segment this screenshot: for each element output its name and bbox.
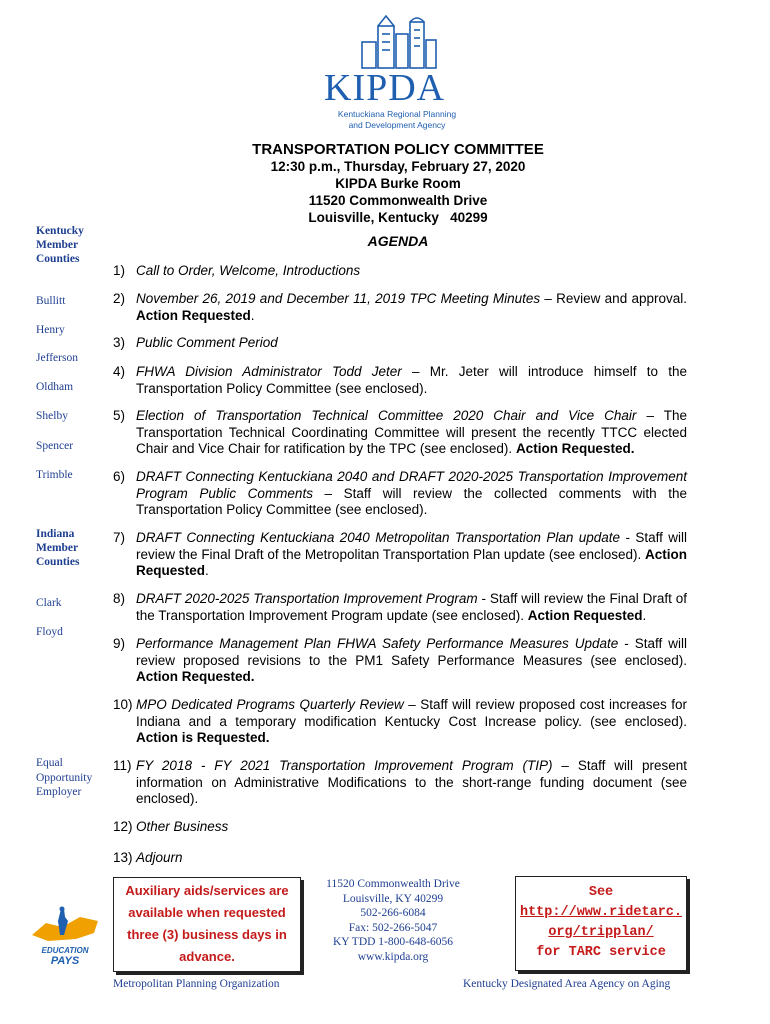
svg-text:PAYS: PAYS — [50, 955, 80, 967]
meeting-time: 12:30 p.m., Thursday, February 27, 2020 — [270, 159, 526, 174]
county-henry: Henry — [36, 324, 65, 336]
contact-street: 11520 Commonwealth Drive — [326, 878, 460, 890]
county-spencer: Spencer — [36, 440, 74, 452]
county-oldham: Oldham — [36, 381, 74, 393]
county-shelby: Shelby — [36, 410, 68, 422]
contact-tdd: KY TDD 1-800-648-6056 — [332, 936, 454, 948]
auxiliary-aids-notice: Auxiliary aids/services are available when requested three (3) business days in advance. — [113, 877, 301, 972]
meeting-header — [200, 141, 596, 226]
county-floyd: Floyd — [36, 626, 63, 638]
indiana-heading: Indiana Member Counties — [36, 528, 80, 568]
county-bullitt: Bullitt — [36, 295, 66, 307]
contact-city: Louisville, KY 40299 — [342, 892, 444, 905]
agenda-heading: AGENDA — [367, 233, 429, 249]
county-jefferson: Jefferson — [36, 352, 78, 364]
skyline-graphic — [322, 14, 472, 74]
meeting-city: Louisville, Kentucky 40299 — [308, 210, 488, 225]
education-pays-logo — [28, 905, 103, 967]
kipda-logo — [322, 14, 472, 130]
contact-website-link[interactable]: www.kipda.org — [357, 950, 429, 963]
contact-phone: 502-266-6084 — [360, 907, 426, 919]
contact-info — [318, 877, 468, 964]
svg-text:EDUCATION: EDUCATION — [41, 946, 89, 955]
logo-wordmark: KIPDA — [324, 67, 446, 109]
meeting-room: KIPDA Burke Room — [335, 176, 461, 191]
county-trimble: Trimble — [36, 469, 73, 481]
county-clark: Clark — [36, 597, 62, 609]
kentucky-map-icon — [28, 905, 103, 967]
tarc-link[interactable]: http://www.ridetarc. org/tripplan/ — [519, 905, 683, 940]
footer-mpo: Metropolitan Planning Organization — [113, 978, 280, 990]
contact-fax: Fax: 502-266-5047 — [348, 921, 438, 934]
committee-title: TRANSPORTATION POLICY COMMITTEE — [252, 141, 544, 158]
footer-aging-agency: Kentucky Designated Area Agency on Aging — [463, 978, 671, 990]
logo-subtitle: Kentuckiana Regional Planning and Development Agency — [337, 109, 457, 130]
equal-opportunity-employer: Equal Opportunity Employer — [36, 757, 93, 798]
tarc-notice: See http://www.ridetarc. org/tripplan/ for TARC service — [515, 876, 687, 971]
meeting-street: 11520 Commonwealth Drive — [308, 193, 488, 208]
kentucky-heading: Kentucky Member Counties — [36, 225, 84, 265]
